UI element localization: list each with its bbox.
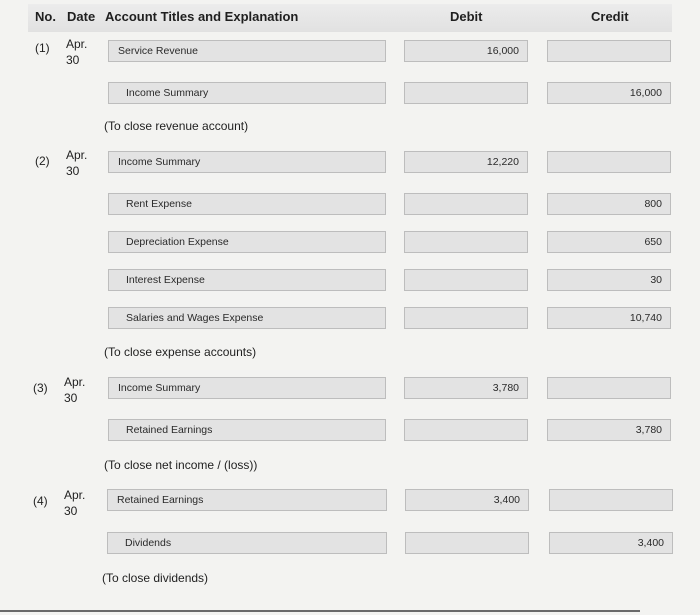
account-title-input[interactable]: Rent Expense	[108, 193, 386, 215]
debit-input[interactable]: 12,220	[404, 151, 528, 173]
debit-input[interactable]	[404, 231, 528, 253]
entry-number: (1)	[35, 41, 50, 55]
debit-input[interactable]	[404, 307, 528, 329]
credit-input[interactable]: 3,400	[549, 532, 673, 554]
entry-date-day: 30	[64, 391, 78, 405]
debit-input[interactable]	[404, 193, 528, 215]
credit-input[interactable]	[547, 151, 671, 173]
entry-number: (2)	[35, 154, 50, 168]
credit-input[interactable]: 3,780	[547, 419, 671, 441]
entry-date-day: 30	[66, 164, 80, 178]
credit-input[interactable]	[547, 40, 671, 62]
credit-input[interactable]: 16,000	[547, 82, 671, 104]
entry-date-month: Apr.	[64, 488, 86, 502]
account-title-input[interactable]: Interest Expense	[108, 269, 386, 291]
account-title-input[interactable]: Income Summary	[108, 82, 386, 104]
entry-date-day: 30	[66, 53, 80, 67]
account-title-input[interactable]: Service Revenue	[108, 40, 386, 62]
entry-explanation: (To close net income / (loss))	[104, 458, 258, 472]
header-account: Account Titles and Explanation	[105, 9, 299, 24]
page-divider	[0, 610, 640, 612]
entry-explanation: (To close expense accounts)	[104, 345, 257, 359]
account-title-input[interactable]: Dividends	[107, 532, 387, 554]
credit-input[interactable]	[547, 377, 671, 399]
credit-input[interactable]: 800	[547, 193, 671, 215]
debit-input[interactable]	[405, 532, 529, 554]
entry-date-day: 30	[64, 504, 78, 518]
debit-input[interactable]	[404, 269, 528, 291]
debit-input[interactable]	[404, 82, 528, 104]
entry-date	[64, 374, 85, 406]
credit-input[interactable]: 10,740	[547, 307, 671, 329]
account-title-input[interactable]: Retained Earnings	[107, 489, 387, 511]
entry-date-month: Apr.	[66, 148, 88, 162]
account-title-input[interactable]: Income Summary	[108, 151, 386, 173]
entry-explanation: (To close revenue account)	[104, 119, 249, 133]
entry-number: (4)	[33, 494, 48, 508]
entry-date	[64, 487, 85, 519]
account-title-input[interactable]: Salaries and Wages Expense	[108, 307, 386, 329]
header-debit: Debit	[450, 9, 483, 24]
header-no: No.	[35, 9, 56, 24]
account-title-input[interactable]: Income Summary	[108, 377, 386, 399]
credit-input[interactable]: 650	[547, 231, 671, 253]
entry-date	[66, 36, 87, 68]
header-credit: Credit	[591, 9, 629, 24]
debit-input[interactable]	[404, 419, 528, 441]
entry-date-month: Apr.	[64, 375, 86, 389]
entry-date	[66, 147, 87, 179]
account-title-input[interactable]: Retained Earnings	[108, 419, 386, 441]
entry-date-month: Apr.	[66, 37, 88, 51]
debit-input[interactable]: 16,000	[404, 40, 528, 62]
header-date: Date	[67, 9, 96, 24]
entry-explanation: (To close dividends)	[102, 571, 209, 585]
credit-input[interactable]	[549, 489, 673, 511]
debit-input[interactable]: 3,780	[404, 377, 528, 399]
entry-number: (3)	[33, 381, 48, 395]
credit-input[interactable]: 30	[547, 269, 671, 291]
account-title-input[interactable]: Depreciation Expense	[108, 231, 386, 253]
debit-input[interactable]: 3,400	[405, 489, 529, 511]
